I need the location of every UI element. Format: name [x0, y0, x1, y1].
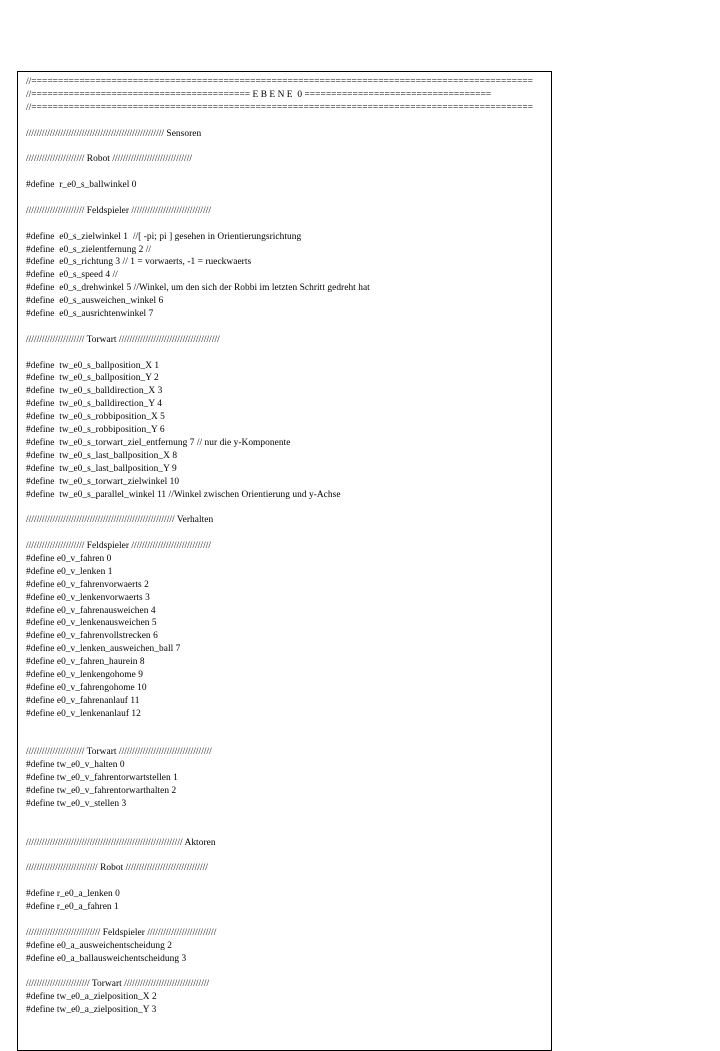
blank-line	[26, 849, 546, 862]
code-line: #define e0_s_zielwinkel 1 //[ -pi; pi ] gesehen in Orientierungsrichtung	[26, 231, 302, 242]
code-line: #define e0_s_ausrichtenwinkel 7	[26, 309, 154, 320]
code-line: #define e0_v_lenken_ausweichen_ball 7	[26, 644, 181, 655]
code-line: ////////////////////// Torwart //////////////////////////////////////	[26, 334, 220, 345]
blank-line	[26, 115, 546, 128]
code-line: #define tw_e0_s_balldirection_X 3	[26, 386, 163, 397]
code-line: //==============================================================================================	[26, 77, 534, 87]
code-line: /////////////////////////// Robot ///////////////////////////////	[26, 863, 208, 874]
blank-line	[26, 218, 546, 231]
code-line: #define tw_e0_s_torwart_zielwinkel 10	[26, 476, 180, 487]
blank-line	[26, 721, 546, 734]
blank-line	[26, 192, 546, 205]
blank-line	[26, 321, 546, 334]
code-line: ////////////////////// Robot //////////////////////////////	[26, 154, 193, 165]
blank-line	[26, 875, 546, 888]
code-line: #define e0_v_lenken 1	[26, 566, 113, 577]
code-line: #define tw_e0_v_fahrentorwartstellen 1	[26, 773, 178, 784]
code-line: //////////////////////////////////////////////////// Sensoren	[26, 128, 202, 139]
code-line: #define e0_v_lenkenvorwaerts 3	[26, 592, 150, 603]
code-line: #define tw_e0_s_torwart_ziel_entfernung 7 // nur die y-Komponente	[26, 437, 291, 448]
code-line: #define e0_v_fahren_haurein 8	[26, 657, 145, 668]
code-line: #define e0_v_fahren 0	[26, 553, 112, 564]
code-line: #define r_e0_s_ballwinkel 0	[26, 180, 137, 191]
code-line: #define tw_e0_s_ballposition_X 1	[26, 360, 160, 371]
code-line: #define e0_v_fahrenvorwaerts 2	[26, 579, 149, 590]
code-line: #define tw_e0_s_balldirection_Y 4	[26, 399, 162, 410]
code-line: #define tw_e0_s_last_ballposition_Y 9	[26, 463, 177, 474]
code-line: #define e0_v_fahrenanlauf 11	[26, 695, 140, 706]
code-line: //==============================================================================================	[26, 102, 534, 113]
code-line: #define r_e0_a_fahren 1	[26, 902, 119, 912]
code-line: #define e0_s_ausweichen_winkel 6	[26, 296, 164, 307]
code-line: #define e0_v_lenkenanlauf 12	[26, 708, 141, 719]
code-line: //========================================= E B E N E 0 ===================================	[26, 89, 492, 100]
code-line: #define tw_e0_v_halten 0	[26, 760, 125, 771]
code-line: #define tw_e0_v_stellen 3	[26, 798, 127, 809]
code-line: #define e0_a_ballausweichentscheidung 3	[26, 953, 187, 964]
code-line: #define r_e0_a_lenken 0	[26, 889, 120, 900]
blank-line	[26, 501, 546, 514]
code-line: #define e0_s_drehwinkel 5 //Winkel, um den sich der Robbi im letzten Schritt gedreht hat	[26, 283, 370, 294]
code-line: #define tw_e0_s_last_ballposition_X 8	[26, 450, 178, 461]
code-line: #define e0_s_zielentfernung 2 //	[26, 244, 152, 255]
blank-line	[26, 965, 546, 978]
code-line: #define tw_e0_a_zielposition_X 2	[26, 992, 157, 1003]
code-line: //////////////////////// Torwart ////////////////////////////////	[26, 979, 210, 990]
code-line: //////////////////////////////////////////////////////// Verhalten	[26, 515, 214, 526]
code-line: #define e0_a_ausweichentscheidung 2	[26, 940, 172, 951]
code-line: #define e0_v_lenkenausweichen 5	[26, 618, 157, 629]
code-line: #define e0_v_fahrenvollstrecken 6	[26, 631, 158, 642]
code-listing	[26, 76, 546, 1017]
code-line: #define e0_v_fahrengohome 10	[26, 682, 147, 693]
code-line: /////////////////////////////////////////////////////////// Aktoren	[26, 837, 216, 848]
blank-line	[26, 811, 546, 824]
code-line: #define tw_e0_s_robbiposition_Y 6	[26, 425, 165, 436]
code-line: #define e0_v_fahrenausweichen 4	[26, 605, 156, 616]
blank-line	[26, 347, 546, 360]
blank-line	[26, 914, 546, 927]
code-line: #define e0_s_richtung 3 // 1 = vorwaerts, -1 = rueckwaerts	[26, 257, 252, 268]
code-line: #define tw_e0_s_robbiposition_X 5	[26, 412, 165, 423]
code-line: ////////////////////// Feldspieler //////////////////////////////	[26, 541, 212, 552]
code-line: #define e0_s_speed 4 //	[26, 270, 118, 281]
code-line: #define e0_v_lenkengohome 9	[26, 669, 143, 680]
code-line: ////////////////////// Torwart ///////////////////////////////////	[26, 747, 212, 758]
code-line: #define tw_e0_s_parallel_winkel 11 //Winkel zwischen Orientierung und y-Achse	[26, 489, 341, 500]
code-line: #define tw_e0_s_ballposition_Y 2	[26, 373, 159, 384]
blank-line	[26, 140, 546, 153]
blank-line	[26, 166, 546, 179]
blank-line	[26, 527, 546, 540]
code-line: //////////////////////////// Feldspieler //////////////////////////	[26, 927, 217, 938]
blank-line	[26, 824, 546, 837]
blank-line	[26, 733, 546, 746]
code-line: #define tw_e0_a_zielposition_Y 3	[26, 1005, 157, 1016]
code-line: #define tw_e0_v_fahrentorwarthalten 2	[26, 785, 177, 796]
code-line: ////////////////////// Feldspieler //////////////////////////////	[26, 205, 212, 216]
